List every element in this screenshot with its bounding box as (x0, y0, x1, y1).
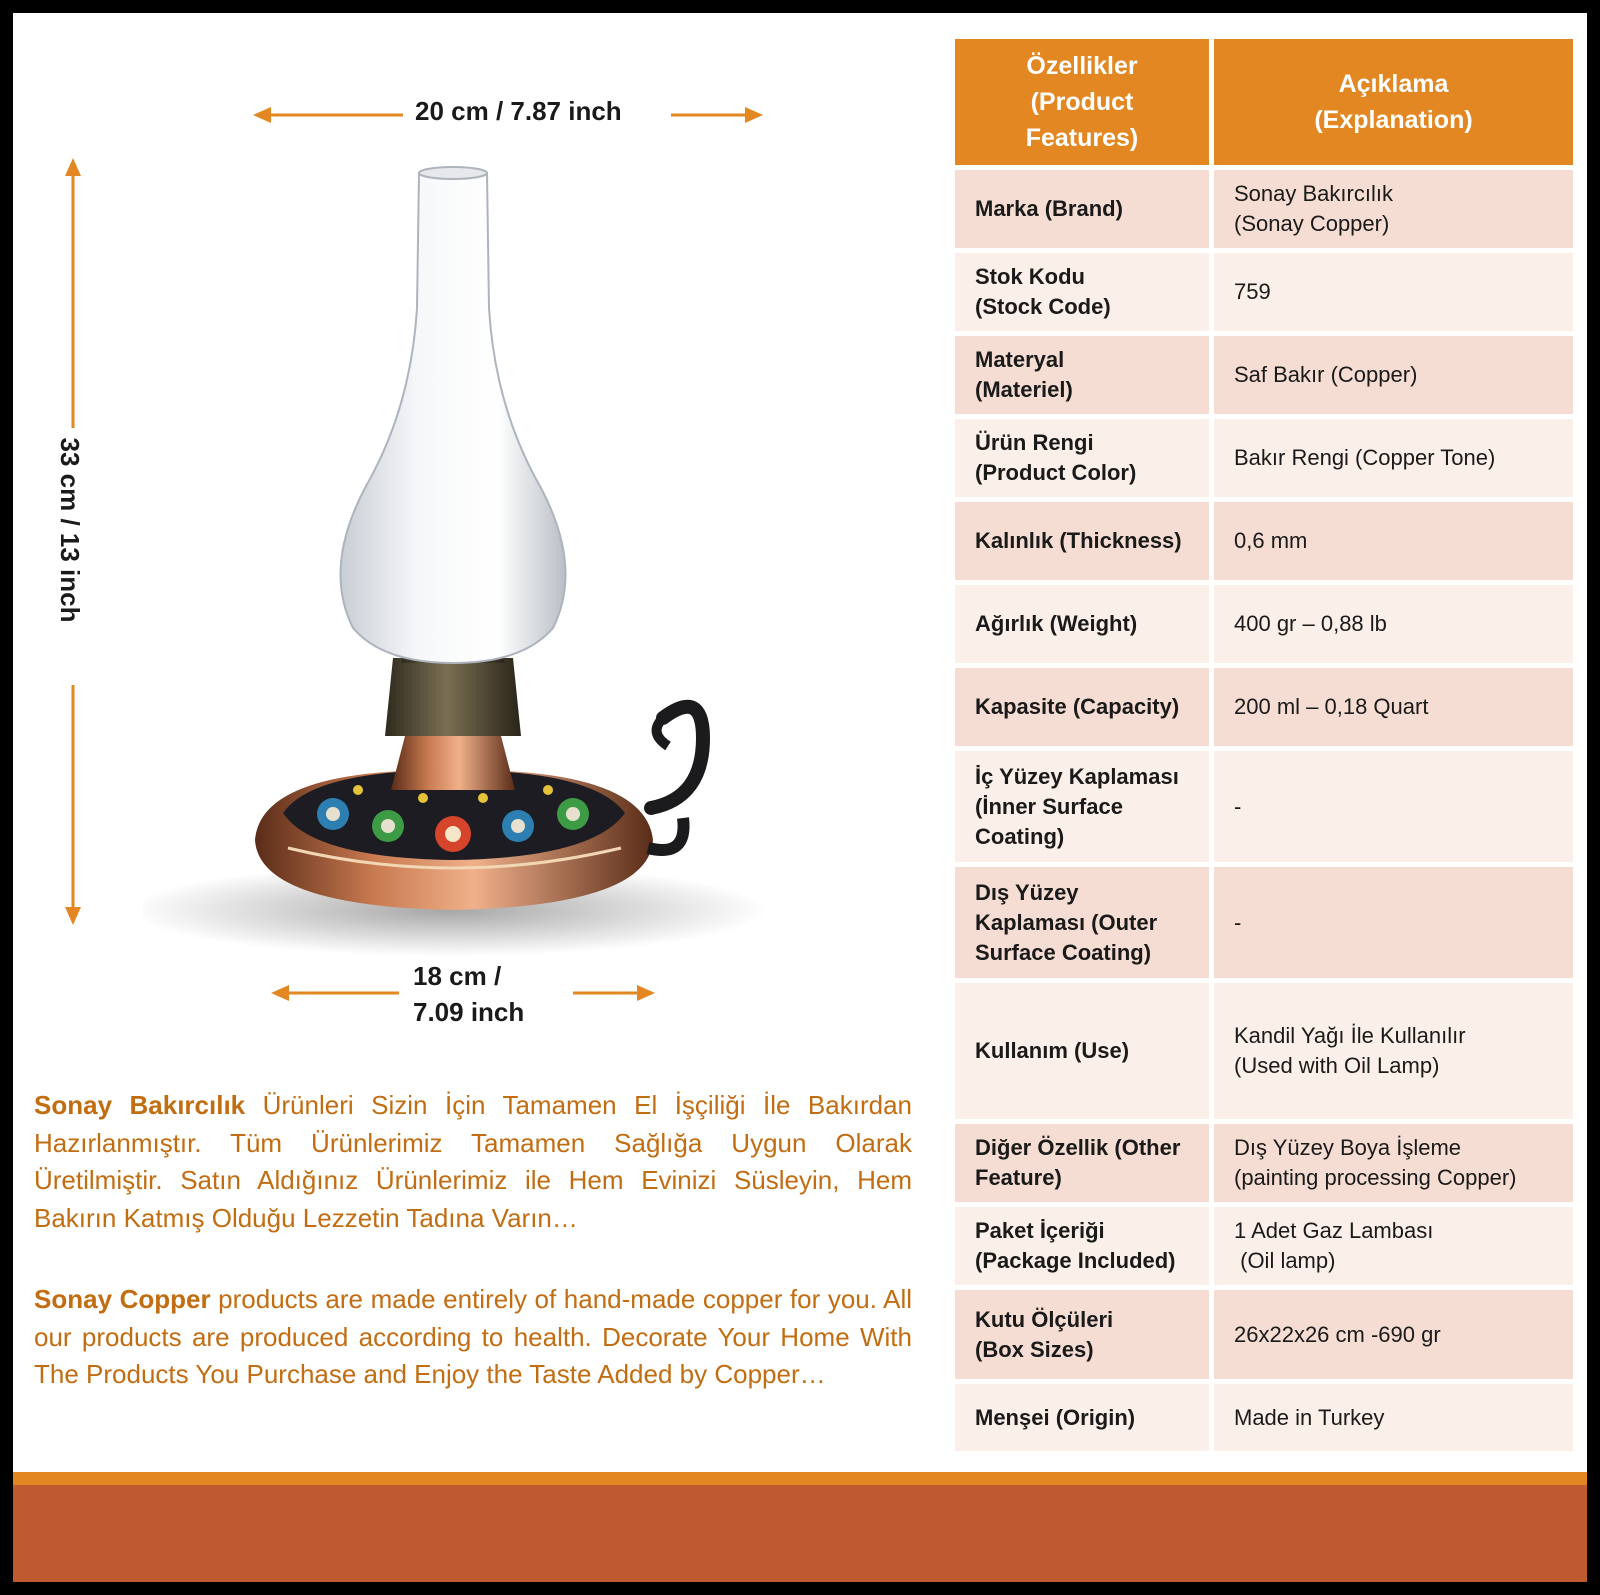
feature-cell: Marka (Brand) (955, 165, 1209, 248)
footer-band (13, 1485, 1587, 1582)
value-cell: - (1209, 746, 1573, 862)
table-row (955, 331, 1573, 414)
feature-cell: Diğer Özellik (Other Feature) (955, 1119, 1209, 1202)
value-cell: Made in Turkey (1209, 1379, 1573, 1451)
table-row (955, 248, 1573, 331)
value-cell: 759 (1209, 248, 1573, 331)
feature-cell: Menşei (Origin) (955, 1379, 1209, 1451)
table-row (955, 978, 1573, 1119)
table-header-row (955, 39, 1573, 165)
feature-cell: Dış Yüzey Kaplaması (Outer Surface Coating) (955, 862, 1209, 978)
footer-accent-line (13, 1472, 1587, 1485)
description-turkish (34, 1087, 912, 1237)
height-arrow-up-icon (63, 158, 83, 428)
feature-cell: Kapasite (Capacity) (955, 663, 1209, 746)
feature-cell: İç Yüzey Kaplaması (İnner Surface Coating) (955, 746, 1209, 862)
header-explanation: Açıklama (Explanation) (1209, 39, 1573, 165)
oil-lamp-image (143, 158, 793, 968)
table-row (955, 1202, 1573, 1285)
feature-cell: Kullanım (Use) (955, 978, 1209, 1119)
height-label: 33 cm / 13 inch (55, 437, 85, 623)
value-cell: 1 Adet Gaz Lambası (Oil lamp) (1209, 1202, 1573, 1285)
feature-cell: Ürün Rengi (Product Color) (955, 414, 1209, 497)
table-row (955, 1379, 1573, 1451)
height-arrow-down-icon (63, 685, 83, 925)
width-bottom-arrow-right-icon (573, 983, 655, 1003)
table-row (955, 1119, 1573, 1202)
table-row (955, 1285, 1573, 1379)
width-top-label: 20 cm / 7.87 inch (415, 96, 622, 126)
feature-cell: Paket İçeriği (Package Included) (955, 1202, 1209, 1285)
feature-cell: Kutu Ölçüleri (Box Sizes) (955, 1285, 1209, 1379)
product-sheet (13, 13, 1587, 1582)
width-bottom-arrow-left-icon (271, 983, 399, 1003)
table-row (955, 663, 1573, 746)
value-cell: Saf Bakır (Copper) (1209, 331, 1573, 414)
width-bottom-label-line2: 7.09 inch (413, 997, 525, 1027)
value-cell: Bakır Rengi (Copper Tone) (1209, 414, 1573, 497)
description-english (34, 1281, 912, 1394)
header-features: Özellikler (Product Features) (955, 39, 1209, 165)
feature-cell: Stok Kodu (Stock Code) (955, 248, 1209, 331)
table-row (955, 497, 1573, 580)
table-row (955, 165, 1573, 248)
feature-cell: Materyal (Materiel) (955, 331, 1209, 414)
width-bottom-label-line1: 18 cm / (413, 961, 502, 991)
width-arrow-right-icon (671, 105, 763, 125)
width-arrow-left-icon (253, 105, 403, 125)
value-cell: 200 ml – 0,18 Quart (1209, 663, 1573, 746)
description-tr-text: Ürünleri Sizin İçin Tamamen El İşçiliği İle Bakırdan Hazırlanmıştır. Tüm Ürünlerimiz Tamamen Sağlığa Uygun Olarak Üretilmiştir. Satın Aldığınız Ürünlerimiz ile Hem Evinizi Süsleyin, Hem Bakırın Katmış Olduğu Lezzetin Tadına Varın… (34, 1090, 912, 1233)
feature-cell: Ağırlık (Weight) (955, 580, 1209, 663)
table-row (955, 746, 1573, 862)
product-features-table (955, 39, 1573, 1451)
value-cell: - (1209, 862, 1573, 978)
value-cell: Kandil Yağı İle Kullanılır (Used with Oil Lamp) (1209, 978, 1573, 1119)
table-row (955, 862, 1573, 978)
value-cell: 0,6 mm (1209, 497, 1573, 580)
brand-name-en: Sonay Copper (34, 1284, 211, 1314)
value-cell: 400 gr – 0,88 lb (1209, 580, 1573, 663)
brand-name-tr: Sonay Bakırcılık (34, 1090, 246, 1120)
table-row (955, 414, 1573, 497)
value-cell: Sonay Bakırcılık (Sonay Copper) (1209, 165, 1573, 248)
value-cell: 26x22x26 cm -690 gr (1209, 1285, 1573, 1379)
feature-cell: Kalınlık (Thickness) (955, 497, 1209, 580)
value-cell: Dış Yüzey Boya İşleme (painting processing Copper) (1209, 1119, 1573, 1202)
description-en-text: products are made entirely of hand-made copper for you. All our products are produced according to health. Decorate Your Home With The Products You Purchase and Enjoy the Taste Added by Copper… (34, 1284, 912, 1389)
table-row (955, 580, 1573, 663)
